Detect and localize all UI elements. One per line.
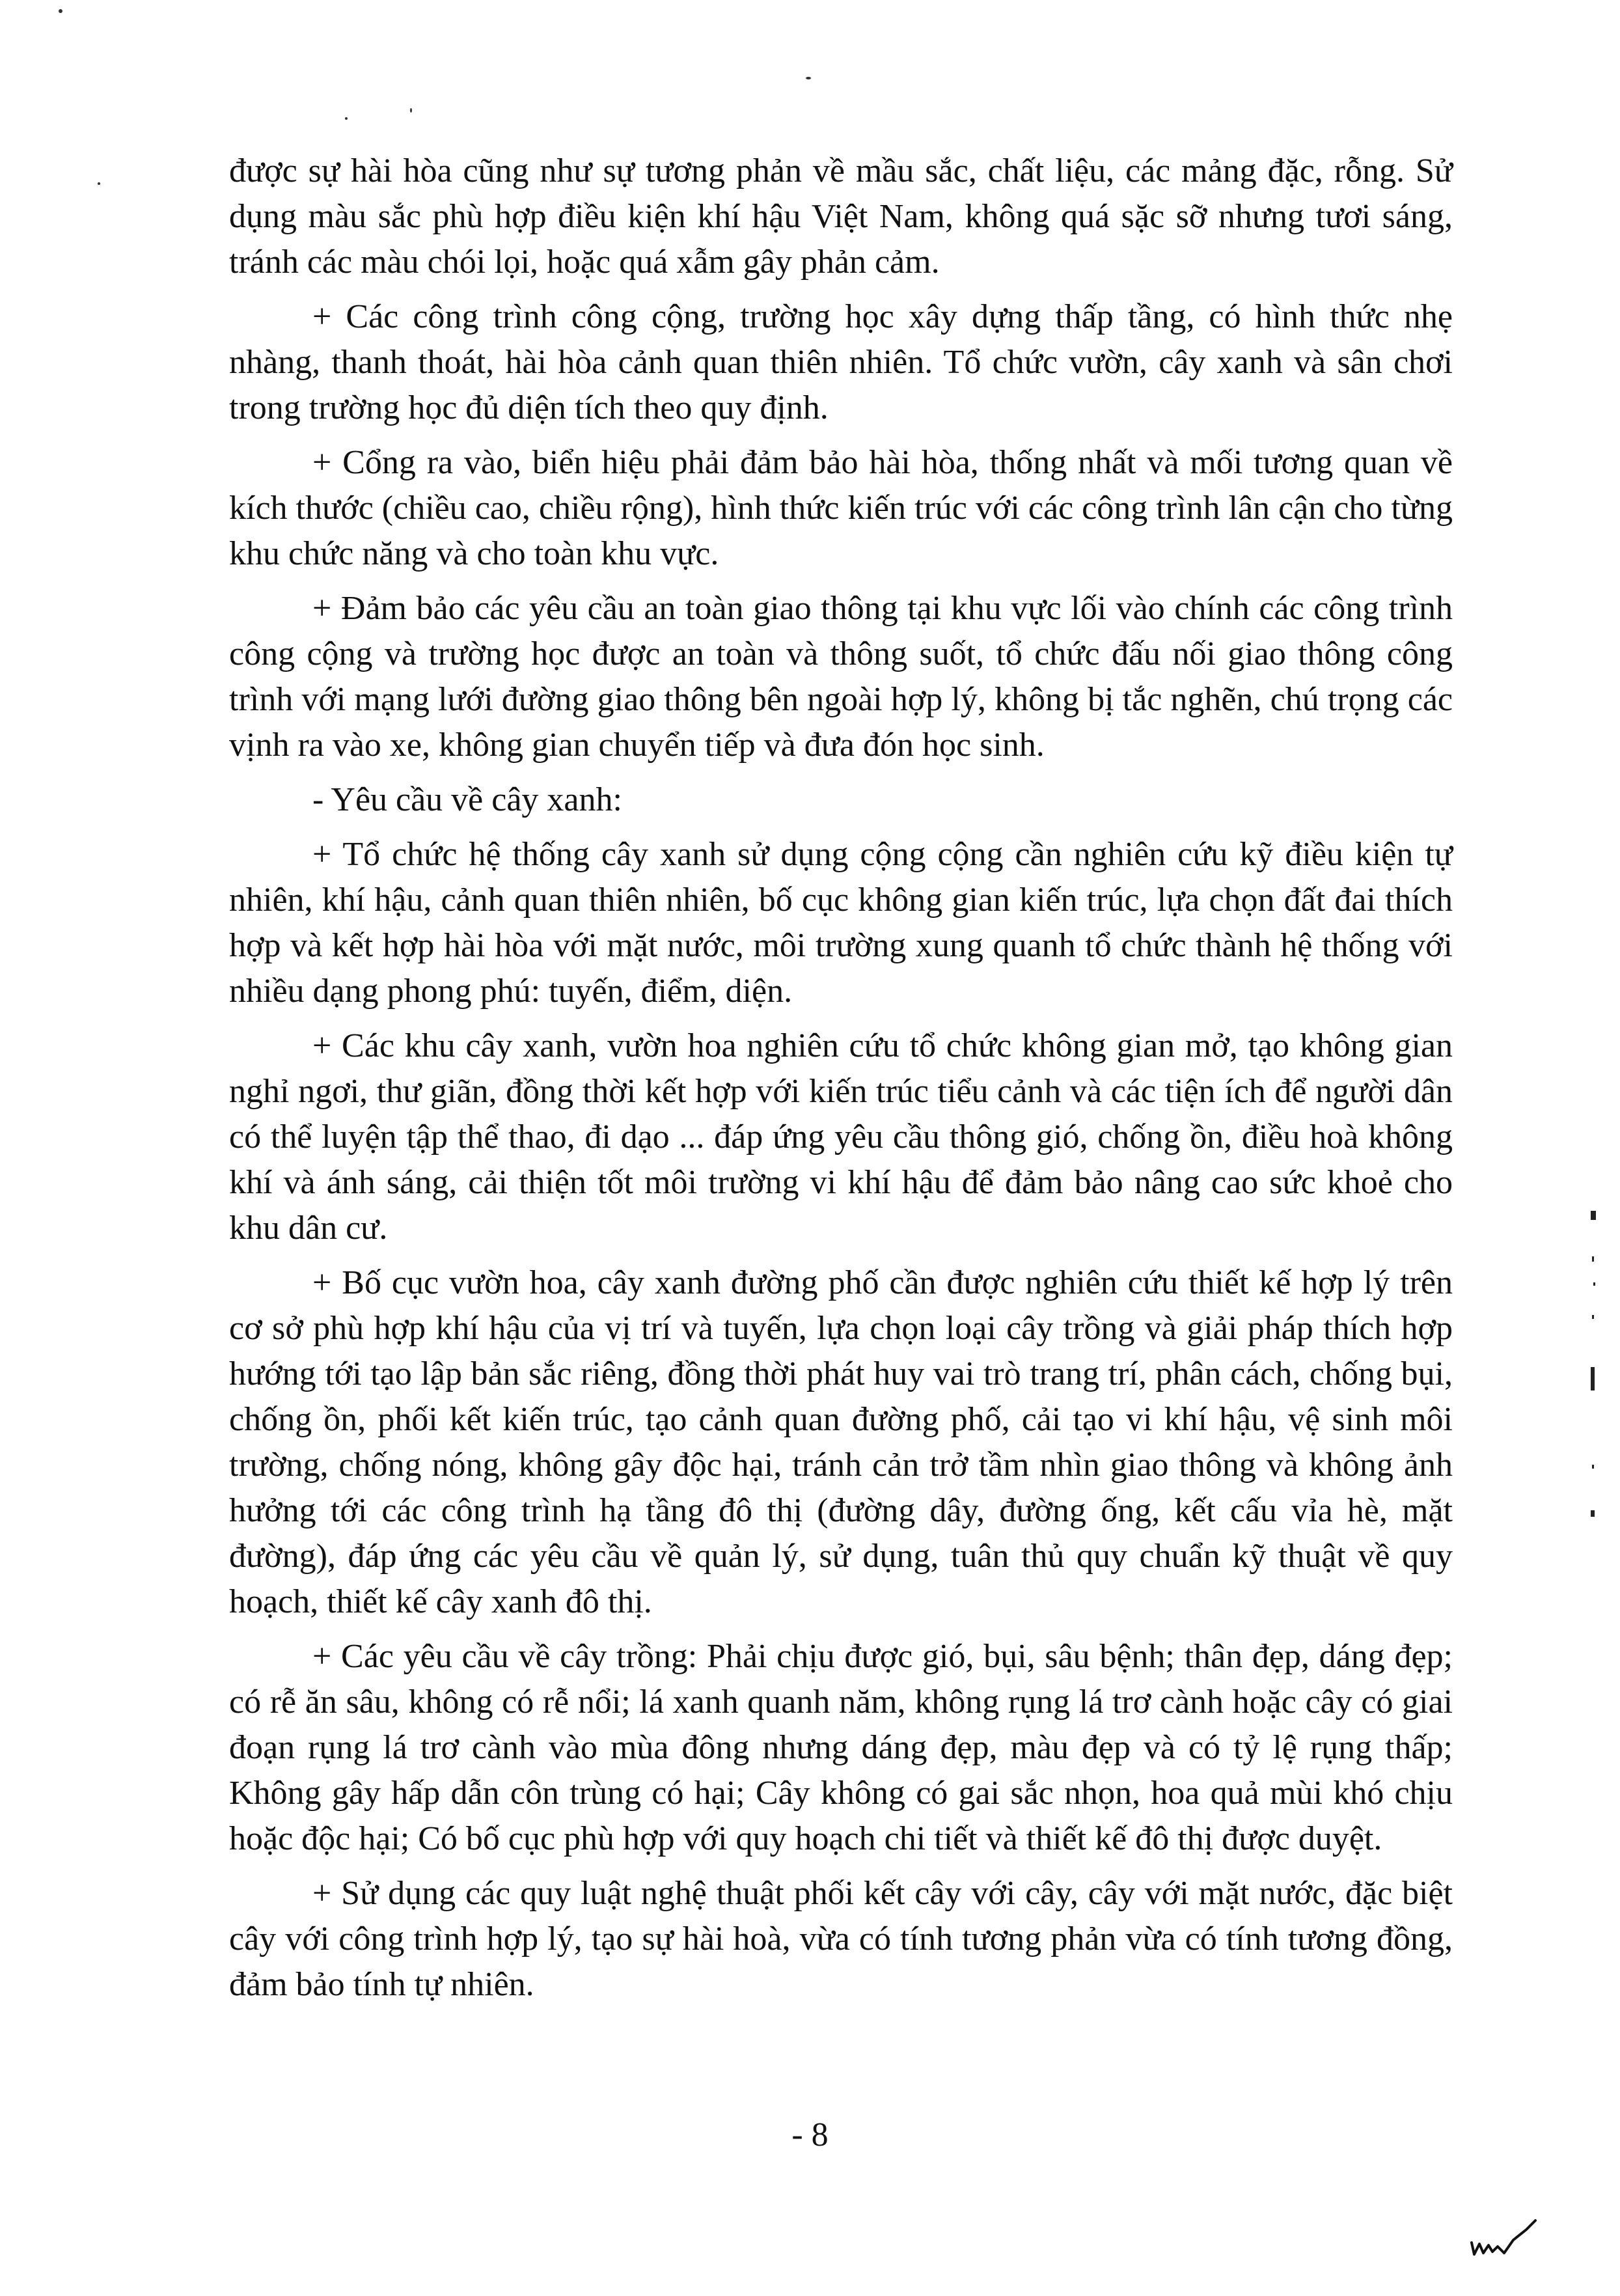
paragraph-street-trees: + Bố cục vườn hoa, cây xanh đường phố cần được nghiên cứu thiết kế hợp lý trên cơ sở phù hợp khí hậu của vị trí và tuyến, lựa chọn loại cây trồng và giải pháp thích hợp hướng tới tạo lập bản sắc riêng, đồng thời phát huy vai trò trang trí, phân cách, chống bụi, chống ồn, phối kết kiến trúc, tạo cảnh quan đường phố, cải tạo vi khí hậu, vệ sinh môi trường, chống nóng, không gây độc hại, tránh cản trở tầm nhìn giao thông và không ảnh hưởng tới các công trình hạ tầng đô thị (đường dây, đường ống, kết cấu vỉa hè, mặt đường), đáp ứng các yêu cầu về quản lý, sử dụng, tuân thủ quy chuẩn kỹ thuật về quy hoạch, thiết kế cây xanh đô thị. xyxy=(229,1264,1453,1620)
scan-speck xyxy=(806,77,811,79)
scan-speck xyxy=(410,108,412,113)
paragraph-green-areas: + Các khu cây xanh, vườn hoa nghiên cứu tổ chức không gian mở, tạo không gian nghỉ ngơi, thư giãn, đồng thời kết hợp với kiến trúc tiểu cảnh và các tiện ích để người dân có thể luyện tập thể thao, đi dạo ... đáp ứng yêu cầu thông gió, chống ồn, điều hoà không khí và ánh sáng, cải thiện tốt môi trường vi khí hậu để đảm bảo nâng cao sức khoẻ cho khu dân cư. xyxy=(229,1027,1453,1247)
page-number: - 8 xyxy=(791,2116,829,2153)
paragraph-green-system: + Tổ chức hệ thống cây xanh sử dụng cộng cộng cần nghiên cứu kỹ điều kiện tự nhiên, khí hậu, cảnh quan thiên nhiên, bố cục không gian kiến trúc, lựa chọn đất đai thích hợp và kết hợp hài hòa với mặt nước, môi trường xung quanh tổ chức thành hệ thống với nhiều dạng phong phú: tuyến, điểm, diện. xyxy=(229,836,1453,1010)
margin-scan-marks xyxy=(1588,1211,1601,1523)
paragraph-tree-requirements: + Các yêu cầu về cây trồng: Phải chịu được gió, bụi, sâu bệnh; thân đẹp, dáng đẹp; có rễ ăn sâu, không có rễ nổi; lá xanh quanh năm, không rụng lá trơ cành hoặc cây có giai đoạn rụng lá trơ cành vào mùa đông nhưng dáng đẹp, màu đẹp và có tỷ lệ rụng thấp; Không gây hấp dẫn côn trùng có hại; Cây không có gai sắc nhọn, hoa quả mùi khó chịu hoặc độc hại; Có bố cục phù hợp với quy hoạch chi tiết và thiết kế đô thị được duyệt. xyxy=(229,1638,1453,1857)
paragraph-gates-signage: + Cổng ra vào, biển hiệu phải đảm bảo hài hòa, thống nhất và mối tương quan về kích thước (chiều cao, chiều rộng), hình thức kiến trúc với các công trình lân cận cho từng khu chức năng và cho toàn khu vực. xyxy=(229,444,1453,572)
paragraph-traffic-safety: + Đảm bảo các yêu cầu an toàn giao thông tại khu vực lối vào chính các công trình công cộng và trường học được an toàn và thông suốt, tổ chức đấu nối giao thông công trình với mạng lưới đường giao thông bên ngoài hợp lý, không bị tắc nghẽn, chú trọng các vịnh ra vào xe, không gian chuyển tiếp và đưa đón học sinh. xyxy=(229,590,1453,764)
body-text xyxy=(229,148,1453,2017)
scan-speck xyxy=(345,117,348,120)
scan-speck xyxy=(59,9,62,13)
section-heading-greenery: - Yêu cầu về cây xanh: xyxy=(312,781,622,818)
paragraph-public-buildings: + Các công trình công cộng, trường học xây dựng thấp tầng, có hình thức nhẹ nhàng, thanh thoát, hài hòa cảnh quan thiên nhiên. Tổ chức vườn, cây xanh và sân chơi trong trường học đủ diện tích theo quy định. xyxy=(229,298,1453,426)
paragraph-continuation: được sự hài hòa cũng như sự tương phản về mầu sắc, chất liệu, các mảng đặc, rỗng. Sử dụng màu sắc phù hợp điều kiện khí hậu Việt Nam, không quá sặc sỡ nhưng tươi sáng, tránh các màu chói lọi, hoặc quá xẫm gây phản cảm. xyxy=(229,152,1453,281)
scan-speck xyxy=(98,182,100,185)
paragraph-art-principles: + Sử dụng các quy luật nghệ thuật phối kết cây với cây, cây với mặt nước, đặc biệt cây với công trình hợp lý, tạo sự hài hoà, vừa có tính tương phản vừa có tính tương đồng, đảm bảo tính tự nhiên. xyxy=(229,1875,1453,2003)
handwritten-initials xyxy=(1468,2217,1539,2262)
